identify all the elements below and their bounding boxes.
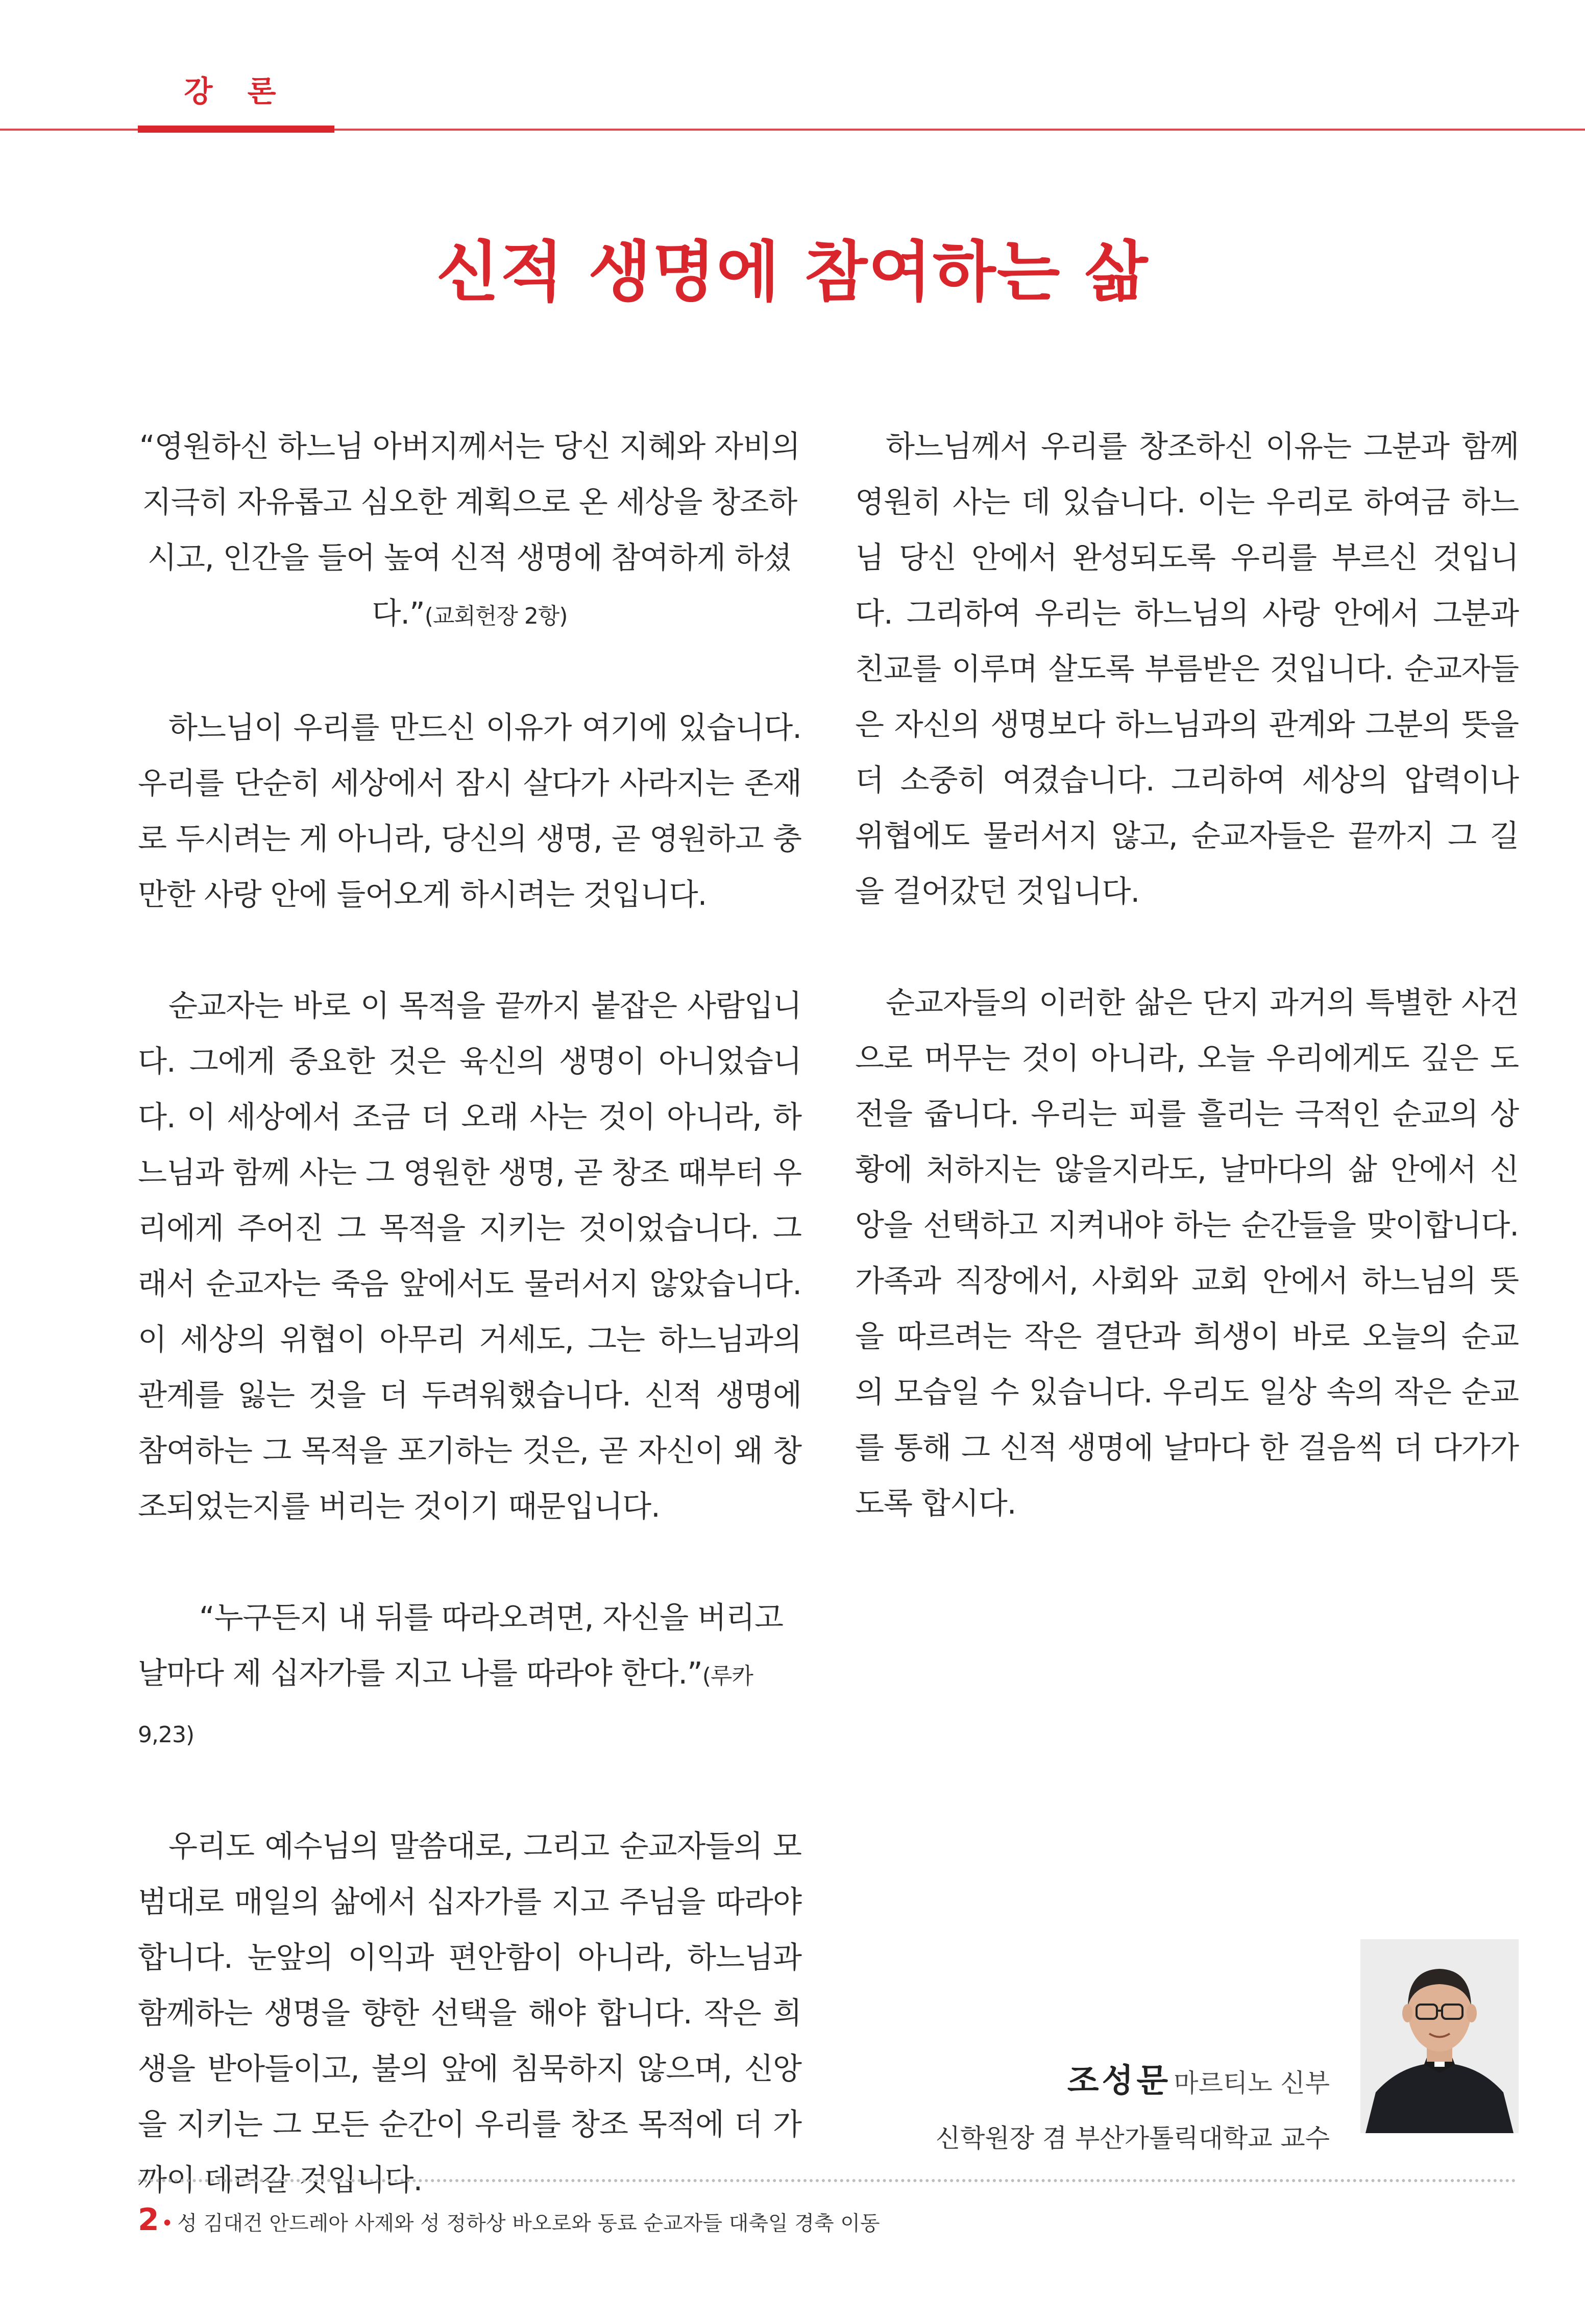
footer-bullet: •	[161, 2212, 174, 2235]
left-paragraph-2: 순교자는 바로 이 목적을 끝까지 붙잡은 사람입니다. 그에게 중요한 것은 육신의 생명이 아니었습니다. 이 세상에서 조금 더 오래 사는 것이 아니라, 하느님과 함께 사는 그 영원한 생명, 곧 창조 때부터 우리에게 주어진 그 목적을 지키는 것이었습니다. 그래서 순교자는 죽음 앞에서도 물러서지 않았습니다. 이 세상의 위협이 아무리 거세도, 그는 하느님과의 관계를 잃는 것을 더 두려워했습니다. 신적 생명에 참여하는 그 목적을 포기하는 것은, 곧 자신이 왜 창조되었는지를 버리는 것이기 때문입니다.	[138, 988, 801, 1524]
author-photo	[1360, 1939, 1519, 2133]
author-name: 조성문	[1067, 2062, 1172, 2100]
opening-quote-text: “영원하신 하느님 아버지께서는 당신 지혜와 자비의 지극히 자유롭고 심오한 계획으로 온 세상을 창조하시고, 인간을 들어 높여 신적 생명에 참여하게 하셨다.”	[139, 429, 800, 631]
right-paragraph-1: 하느님께서 우리를 창조하신 이유는 그분과 함께 영원히 사는 데 있습니다. 이는 우리로 하여금 하느님 당신 안에서 완성되도록 우리를 부르신 것입니다. 그리하여 우리는 하느님의 사랑 안에서 그분과 친교를 이루며 살도록 부름받은 것입니다. 순교자들은 자신의 생명보다 하느님과의 관계와 그분의 뜻을 더 소중히 여겼습니다. 그리하여 세상의 압력이나 위협에도 물러서지 않고, 순교자들은 끝까지 그 길을 걸어갔던 것입니다.	[855, 429, 1519, 909]
left-paragraph-1: 하느님이 우리를 만드신 이유가 여기에 있습니다. 우리를 단순히 세상에서 잠시 살다가 사라지는 존재로 두시려는 게 아니라, 당신의 생명, 곧 영원하고 충만한 사랑 안에 들어오게 하시려는 것입니다.	[138, 710, 801, 912]
footer-divider	[138, 2179, 1516, 2182]
article-title: 신적 생명에 참여하는 삶	[436, 234, 1149, 310]
opening-quote	[138, 418, 801, 644]
scripture-quote	[138, 1590, 801, 1763]
left-paragraph-3: 우리도 예수님의 말씀대로, 그리고 순교자들의 모범대로 매일의 삶에서 십자가를 지고 주님을 따라야 합니다. 눈앞의 이익과 편안함이 아니라, 하느님과 함께하는 생명을 향한 선택을 해야 합니다. 작은 희생을 받아들이고, 불의 앞에 침묵하지 않으며, 신앙을 지키는 그 모든 순간이 우리를 창조 목적에 더 가까이 데려갈 것입니다.	[138, 1828, 801, 2197]
scripture-quote-line-2: 날마다 제 십자가를 지고 나를 따라야 한다.”	[138, 1655, 702, 1691]
author-block	[936, 2057, 1330, 2163]
header-rule-accent	[138, 126, 334, 133]
author-portrait-illustration	[1360, 1939, 1519, 2133]
page-number: 2	[138, 2202, 159, 2238]
left-column	[138, 418, 801, 2263]
right-column	[855, 418, 1519, 1587]
author-role: 마르티노 신부	[1174, 2068, 1330, 2098]
scripture-quote-line-1: “누구든지 내 뒤를 따라오려면, 자신을 버리고	[199, 1600, 783, 1635]
opening-quote-citation: (교회헌장 2항)	[424, 603, 568, 629]
right-paragraph-2: 순교자들의 이러한 삶은 단지 과거의 특별한 사건으로 머무는 것이 아니라, 오늘 우리에게도 깊은 도전을 줍니다. 우리는 피를 흘리는 극적인 순교의 상황에 처하지는 않을지라도, 날마다의 삶 안에서 신앙을 선택하고 지켜내야 하는 순간들을 맞이합니다. 가족과 직장에서, 사회와 교회 안에서 하느님의 뜻을 따르려는 작은 결단과 희생이 바로 오늘의 순교의 모습일 수 있습니다. 우리도 일상 속의 작은 순교를 통해 그 신적 생명에 날마다 한 걸음씩 더 다가가도록 합시다.	[855, 985, 1519, 1521]
scripture-quote-citation: (루카 9,23)	[138, 1663, 753, 1748]
author-position: 신학원장 겸 부산가톨릭대학교 교수	[935, 2123, 1330, 2153]
section-label: 강 론	[184, 74, 288, 109]
page-footer	[138, 2202, 880, 2238]
footer-caption: 성 김대건 안드레아 사제와 성 정하상 바오로와 동료 순교자들 대축일 경축 이동	[177, 2212, 880, 2235]
